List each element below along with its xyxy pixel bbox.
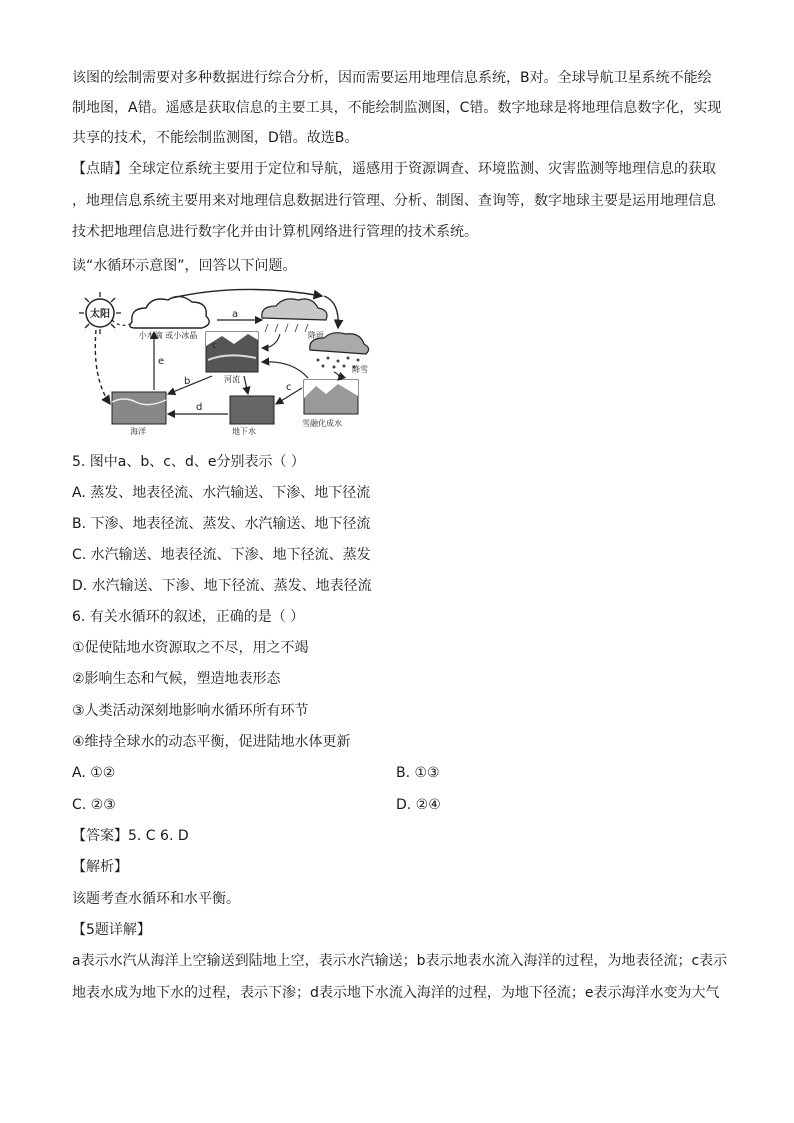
q5-option-b: B. 下渗、地表径流、蒸发、水汽输送、地下径流 — [72, 516, 371, 532]
cloud-label: 小水滴 或小冰晶 — [138, 331, 198, 340]
answer-line: 【答案】5. C 6. D — [72, 828, 189, 844]
read-prompt: 读“水循环示意图”，回答以下问题。 — [72, 258, 297, 274]
label-d: d — [196, 402, 203, 413]
ocean-icon — [112, 392, 166, 424]
dianjing-line-2: ，地理信息系统主要用来对地理信息数据进行管理、分析、制图、查询等，数字地球主要是运用地理信息 — [72, 193, 716, 209]
groundwater-icon — [230, 396, 274, 424]
analysis-title: 【解析】 — [72, 859, 128, 875]
intro-line-3: 共享的技术，不能绘制监测图，D错。故选B。 — [72, 130, 359, 146]
intro-line-1: 该图的绘制需要对多种数据进行综合分析，因而需要运用地理信息系统，B对。全球导航卫星系统不能绘 — [72, 70, 712, 86]
q5-option-c: C. 水汽输送、地表径流、下渗、地下径流、蒸发 — [72, 547, 371, 563]
dianjing-line-1: 【点睛】全球定位系统主要用于定位和导航，遥感用于资源调查、环境监测、灾害监测等地理信息的获取 — [72, 161, 716, 177]
snow-label: 降雪 — [352, 365, 368, 374]
dianjing-line-3: 技术把地理信息进行数字化并由计算机网络进行管理的技术系统。 — [72, 224, 478, 240]
detail-line-2: 地表水成为地下水的过程，表示下渗；d表示地下水流入海洋的过程，为地下径流；e表示海洋水变为大气 — [72, 985, 720, 1001]
intro-line-2: 制地图，A错。遥感是获取信息的主要工具，不能绘制监测图，C错。数字地球是将地理信息数字化，实现 — [72, 100, 722, 116]
q6-statement-2: ②影响生态和气候，塑造地表形态 — [72, 671, 281, 687]
river-label: 河流 — [224, 375, 240, 384]
label-c-right: c — [286, 382, 292, 393]
label-a: a — [232, 309, 239, 320]
rain-cloud-icon — [262, 299, 327, 320]
cloud-icon — [130, 296, 209, 328]
label-e: e — [158, 356, 165, 367]
q6-option-a: A. ①② — [72, 765, 116, 781]
ocean-label: 海洋 — [130, 427, 146, 436]
label-b: b — [184, 376, 191, 387]
analysis-text: 该题考查水循环和水平衡。 — [72, 891, 240, 907]
label-c-left: c — [212, 341, 217, 351]
q6-statement-3: ③人类活动深刻地影响水循环所有环节 — [72, 703, 309, 719]
q6-option-b: B. ①③ — [396, 765, 440, 781]
q5-option-a: A. 蒸发、地表径流、水汽输送、下渗、地下径流 — [72, 485, 371, 501]
detail-title: 【5题详解】 — [72, 922, 151, 938]
snowmelt-label: 雪融化成水 — [302, 419, 342, 428]
rain-label: 降雨 — [308, 331, 324, 340]
q6-statement-4: ④维持全球水的动态平衡，促进陆地水体更新 — [72, 734, 351, 750]
q6-option-c: C. ②③ — [72, 797, 116, 813]
q5-stem: 5. 图中a、b、c、d、e分别表示（ ） — [72, 454, 305, 470]
q6-option-d: D. ②④ — [396, 797, 441, 813]
q6-statement-1: ①促使陆地水资源取之不尽，用之不竭 — [72, 640, 309, 656]
water-cycle-diagram — [72, 288, 418, 436]
groundwater-label: 地下水 — [232, 427, 256, 436]
detail-line-1: a表示水汽从海洋上空输送到陆地上空，表示水汽输送；b表示地表水流入海洋的过程，为地表径流；c表示 — [72, 953, 728, 969]
sun-label: 太阳 — [90, 309, 110, 320]
q5-option-d: D. 水汽输送、下渗、地下径流、蒸发、地表径流 — [72, 578, 372, 594]
q6-stem: 6. 有关水循环的叙述，正确的是（ ） — [72, 609, 305, 625]
